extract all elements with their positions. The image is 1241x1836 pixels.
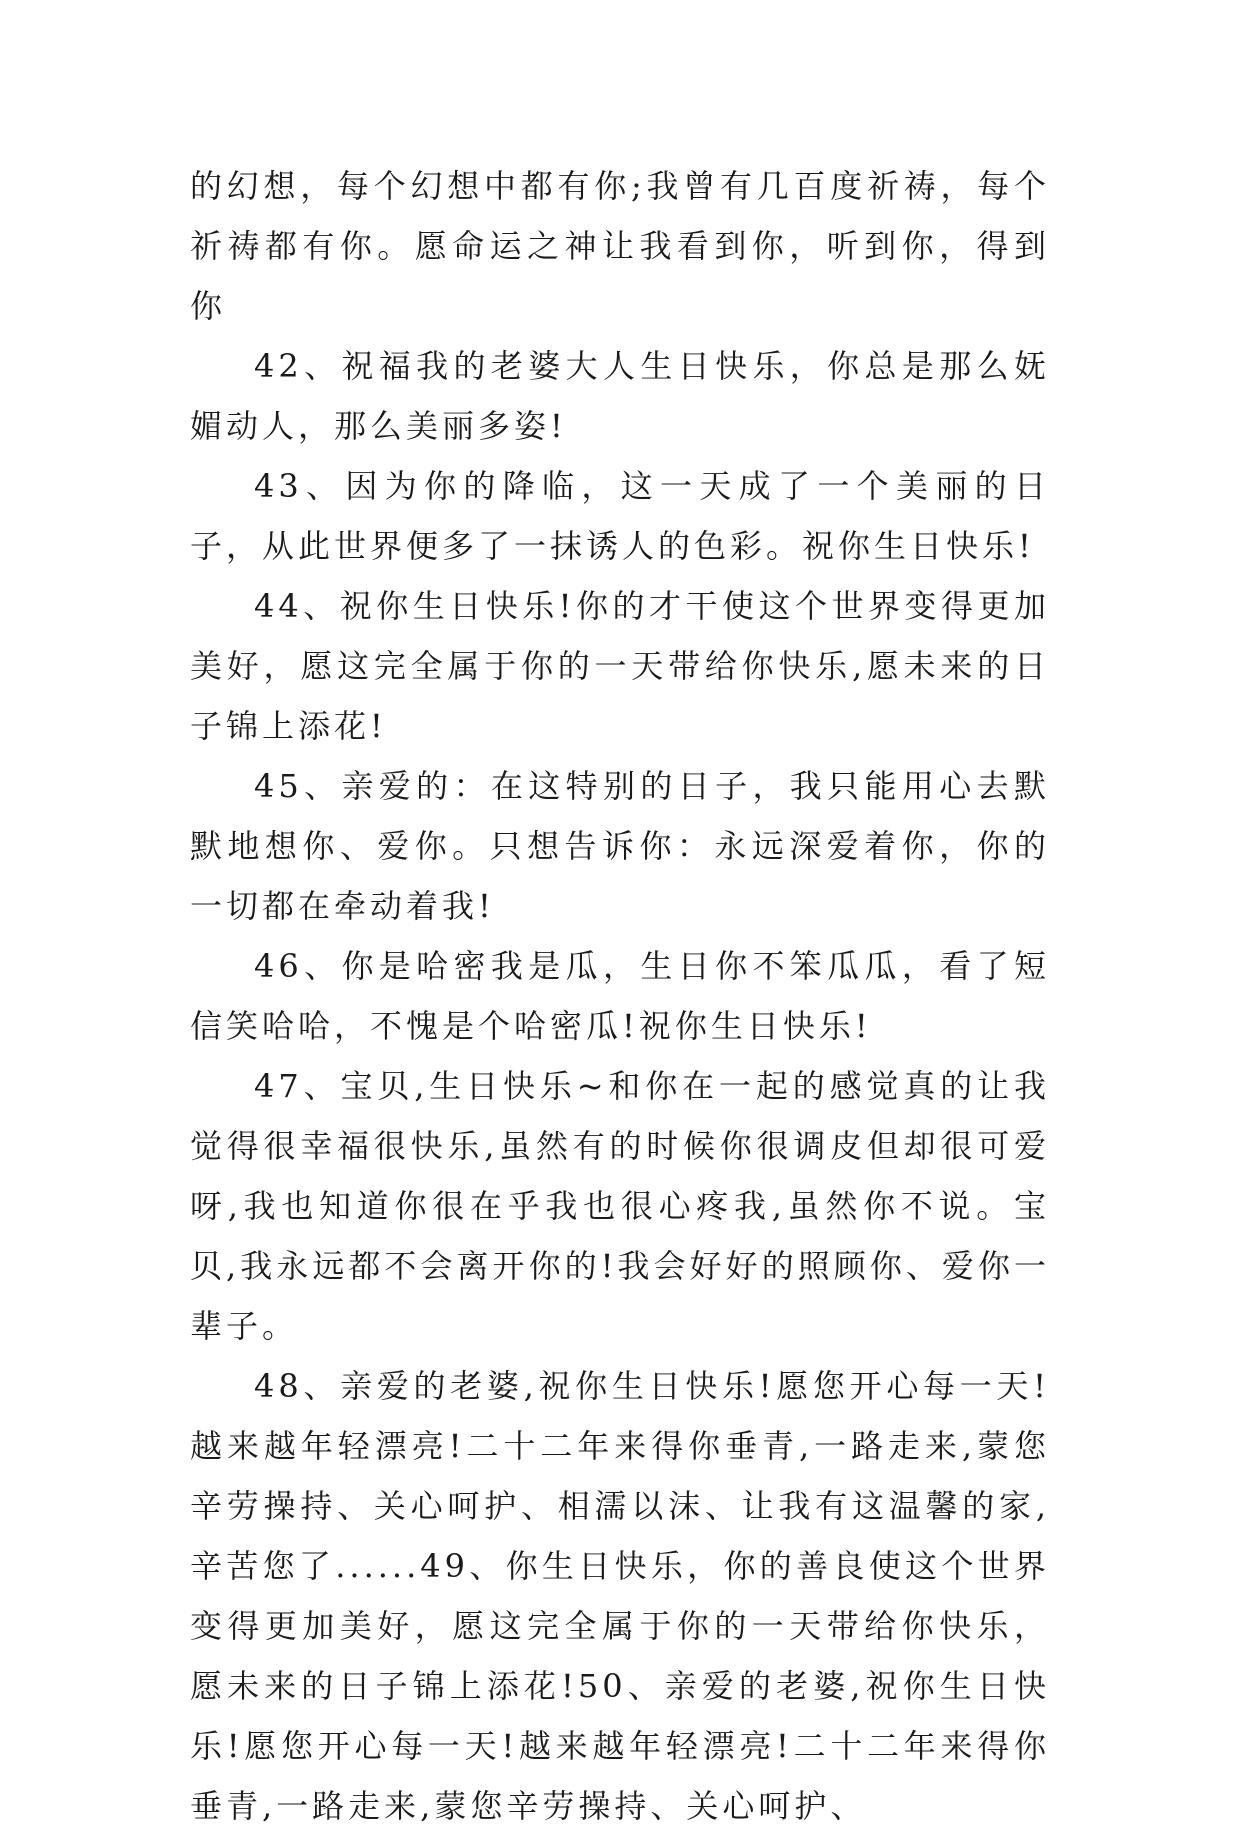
paragraph-44: 44、祝你生日快乐!你的才干使这个世界变得更加美好，愿这完全属于你的一天带给你快乐,愿未来的日子锦上添花! [190, 587, 1050, 745]
document-body [190, 156, 1050, 1836]
paragraph-48: 48、亲爱的老婆,祝你生日快乐!愿您开心每一天!越来越年轻漂亮!二十二年来得你垂青,一路走来,蒙您辛劳操持、关心呵护、相濡以沫、让我有这温馨的家,辛苦您了......49、你生日快乐，你的善良使这个世界变得更加美好，愿这完全属于你的一天带给你快乐，愿未来的日子锦上添花!50、亲爱的老婆,祝你生日快乐!愿您开心每一天!越来越年轻漂亮!二十二年来得你垂青,一路走来,蒙您辛劳操持、关心呵护、 [190, 1367, 1050, 1825]
paragraph-43: 43、因为你的降临，这一天成了一个美丽的日子，从此世界便多了一抹诱人的色彩。祝你生日快乐! [190, 467, 1050, 565]
paragraph-46: 46、你是哈密我是瓜，生日你不笨瓜瓜，看了短信笑哈哈，不愧是个哈密瓜!祝你生日快乐! [190, 947, 1050, 1045]
paragraph-47: 47、宝贝,生日快乐~和你在一起的感觉真的让我觉得很幸福很快乐,虽然有的时候你很调皮但却很可爱呀,我也知道你很在乎我也很心疼我,虽然你不说。宝贝,我永远都不会离开你的!我会好好的照顾你、爱你一辈子。 [190, 1067, 1050, 1345]
paragraph-continuation: 的幻想，每个幻想中都有你;我曾有几百度祈祷，每个祈祷都有你。愿命运之神让我看到你，听到你，得到你 [190, 167, 1050, 325]
paragraph-42: 42、祝福我的老婆大人生日快乐，你总是那么妩媚动人，那么美丽多姿! [190, 347, 1050, 445]
paragraph-45: 45、亲爱的：在这特别的日子，我只能用心去默默地想你、爱你。只想告诉你：永远深爱着你，你的一切都在牵动着我! [190, 767, 1050, 925]
